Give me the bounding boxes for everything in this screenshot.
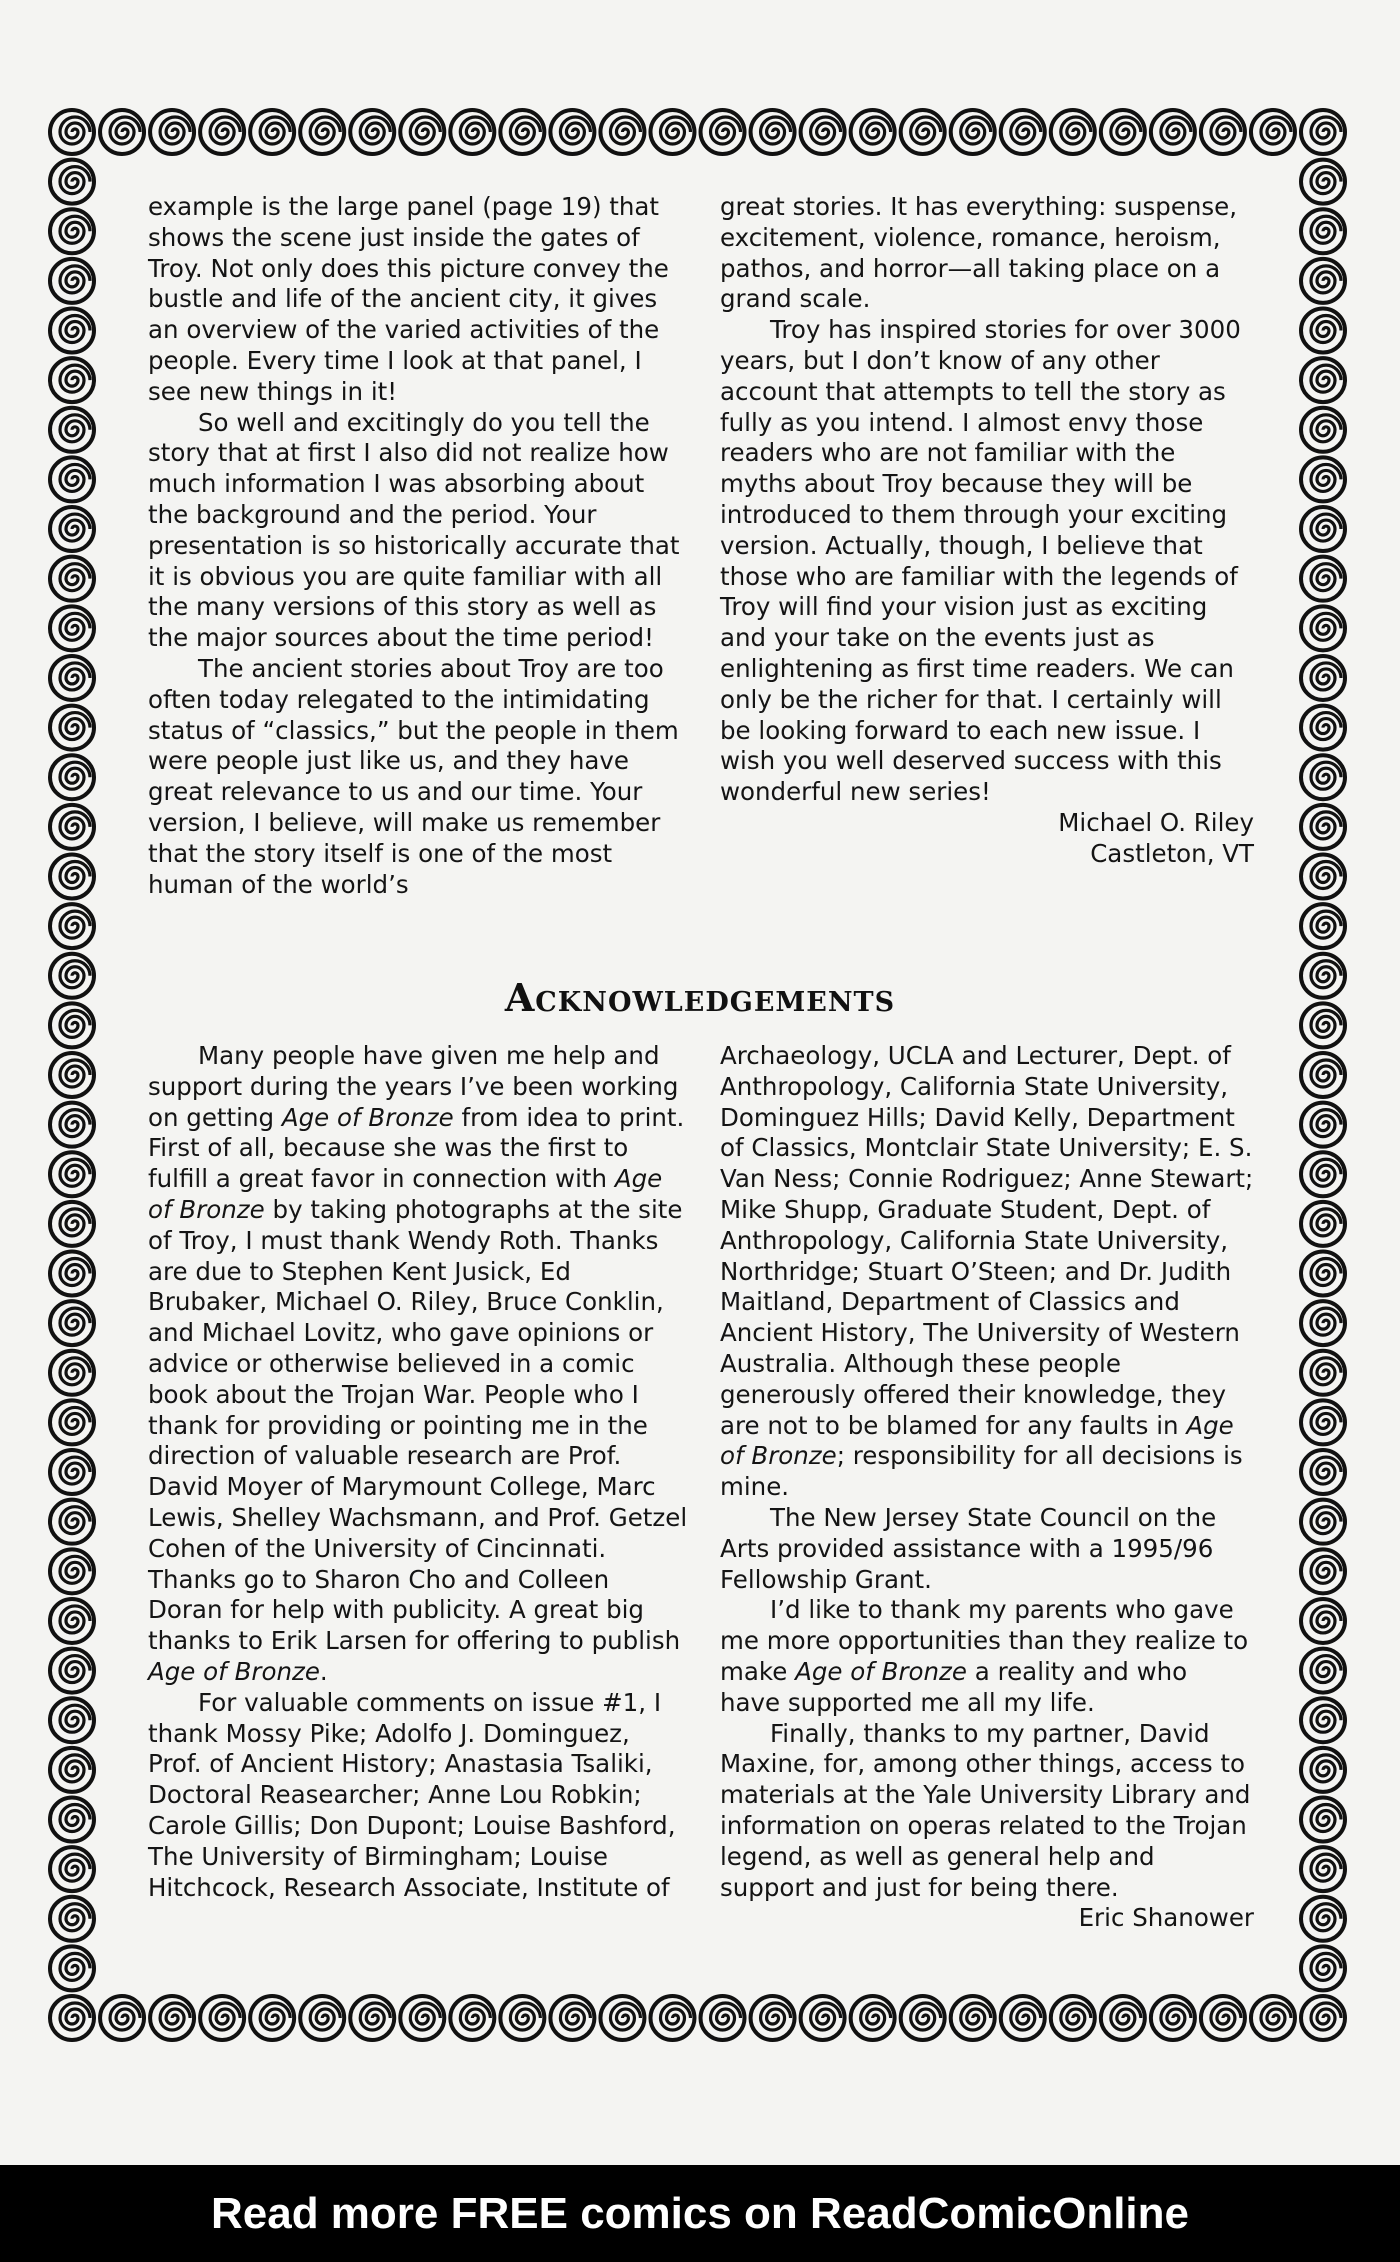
- spiral-ornament: [50, 557, 94, 601]
- spiral-ornament: [1301, 1103, 1345, 1147]
- spiral-ornament: [450, 110, 494, 154]
- spiral-ornament: [751, 1996, 795, 2040]
- spiral-ornament: [1301, 1797, 1345, 1841]
- ack-signature: Eric Shanower: [1078, 1903, 1254, 1933]
- spiral-ornament: [50, 954, 94, 998]
- spiral-ornament: [50, 1301, 94, 1345]
- spiral-ornament: [50, 259, 94, 303]
- spiral-ornament: [300, 110, 344, 154]
- acknowledgements-column-left: [148, 1041, 688, 1903]
- ack-paragraph: For valuable comments on issue #1, I thank Mossy Pike; Adolfo J. Dominguez, Prof. of Ancient History; Anastasia Tsaliki, Doctoral Reasearcher; Anne Lou Robkin; Carole Gillis; Don Dupont; Louise Bashford, The University of Birmingham; Louise Hitchcock, Research Associate, Institute of: [148, 1687, 676, 1902]
- spiral-ornament: [1301, 1599, 1345, 1643]
- spiral-ornament: [550, 110, 594, 154]
- spiral-ornament: [50, 1996, 94, 2040]
- spiral-ornament: [1001, 1996, 1045, 2040]
- spiral-ornament: [701, 1996, 745, 2040]
- spiral-ornament: [50, 755, 94, 799]
- spiral-ornament: [1301, 706, 1345, 750]
- spiral-ornament: [1151, 1996, 1195, 2040]
- spiral-ornament: [1301, 904, 1345, 948]
- spiral-ornament: [600, 1996, 644, 2040]
- spiral-ornament: [851, 110, 895, 154]
- spiral-ornament: [1101, 1996, 1145, 2040]
- spiral-ornament: [50, 904, 94, 948]
- spiral-ornament: [1301, 1996, 1345, 2040]
- spiral-ornament: [200, 1996, 244, 2040]
- spiral-ornament: [1301, 1053, 1345, 1097]
- spiral-ornament: [50, 1003, 94, 1047]
- spiral-ornament: [1301, 358, 1345, 402]
- spiral-ornament: [50, 706, 94, 750]
- spiral-ornament: [951, 110, 995, 154]
- spiral-ornament: [1151, 110, 1195, 154]
- spiral-ornament: [1301, 656, 1345, 700]
- title-italic: Age of Bronze: [148, 1164, 663, 1224]
- spiral-ornament: [1301, 1847, 1345, 1891]
- spiral-ornament: [50, 507, 94, 551]
- spiral-ornament: [901, 110, 945, 154]
- spiral-ornament: [200, 110, 244, 154]
- spiral-ornament: [250, 110, 294, 154]
- spiral-ornament: [50, 1847, 94, 1891]
- spiral-ornament: [50, 1599, 94, 1643]
- letter-column-right: [720, 192, 1254, 870]
- spiral-ornament: [50, 805, 94, 849]
- spiral-ornament: [701, 110, 745, 154]
- spiral-ornament: [801, 110, 845, 154]
- spiral-ornament: [50, 1897, 94, 1941]
- spiral-ornament: [50, 408, 94, 452]
- spiral-ornament: [1051, 1996, 1095, 2040]
- acknowledgements-heading: Acknowledgements: [504, 975, 896, 1020]
- spiral-ornament: [50, 1450, 94, 1494]
- spiral-ornament: [650, 1996, 694, 2040]
- spiral-ornament: [150, 110, 194, 154]
- spiral-ornament: [50, 656, 94, 700]
- spiral-ornament: [951, 1996, 995, 2040]
- spiral-ornament: [500, 110, 544, 154]
- spiral-ornament: [50, 309, 94, 353]
- spiral-ornament: [400, 1996, 444, 2040]
- spiral-ornament: [50, 110, 94, 154]
- spiral-ornament: [50, 1797, 94, 1841]
- spiral-ornament: [100, 1996, 144, 2040]
- spiral-ornament: [1301, 557, 1345, 601]
- spiral-ornament: [1051, 110, 1095, 154]
- spiral-ornament: [50, 1698, 94, 1742]
- promo-banner: Read more FREE comics on ReadComicOnline: [0, 2165, 1400, 2262]
- letter-paragraph: great stories. It has everything: suspense, excitement, violence, romance, heroism, pathos, and horror—all taking place on a grand scale.: [720, 192, 1238, 314]
- title-italic: Age of Bronze: [795, 1656, 967, 1686]
- spiral-ornament: [1301, 110, 1345, 154]
- spiral-ornament: [851, 1996, 895, 2040]
- letter-paragraph: Troy has inspired stories for over 3000 years, but I don’t know of any other account that attempts to tell the story as fully as you intend. I almost envy those readers who are not familiar with the myths about Troy because they will be introduced to them through your exciting version. Actually, though, I believe that those who are familiar with the legends of Troy will find your vision just as exciting and your take on the events just as enlightening as first time readers. We can only be the richer for that. I certainly will be looking forward to each new issue. I wish you well deserved success with this wonderful new series!: [720, 315, 1241, 807]
- spiral-ornament: [50, 1103, 94, 1147]
- spiral-ornament: [50, 1400, 94, 1444]
- spiral-ornament: [751, 110, 795, 154]
- spiral-ornament: [1301, 408, 1345, 452]
- spiral-ornament: [450, 1996, 494, 2040]
- spiral-ornament: [1251, 110, 1295, 154]
- spiral-ornament: [1301, 854, 1345, 898]
- spiral-ornament: [1301, 457, 1345, 501]
- spiral-ornament: [50, 1500, 94, 1544]
- spiral-ornament: [350, 110, 394, 154]
- spiral-ornament: [1301, 954, 1345, 998]
- spiral-ornament: [50, 1053, 94, 1097]
- spiral-ornament: [1301, 259, 1345, 303]
- spiral-ornament: [1301, 1152, 1345, 1196]
- spiral-ornament: [50, 160, 94, 204]
- spiral-ornament: [50, 1946, 94, 1990]
- spiral-ornament: [1301, 1748, 1345, 1792]
- ack-paragraph: I’d like to thank my parents who gave me more opportunities than they realize to make Age of Bronze a reality and who have supported me all my life.: [720, 1595, 1249, 1717]
- ack-paragraph: The New Jersey State Council on the Arts provided assistance with a 1995/96 Fellowship Grant.: [720, 1502, 1217, 1594]
- spiral-ornament: [600, 110, 644, 154]
- letter-column-left: [148, 192, 688, 900]
- spiral-ornament: [1301, 1252, 1345, 1296]
- spiral-ornament: [801, 1996, 845, 2040]
- spiral-ornament: [50, 1152, 94, 1196]
- spiral-ornament: [1201, 110, 1245, 154]
- spiral-ornament: [1301, 209, 1345, 253]
- spiral-ornament: [50, 358, 94, 402]
- spiral-ornament: [1301, 1897, 1345, 1941]
- spiral-ornament: [500, 1996, 544, 2040]
- title-italic: Age of Bronze: [281, 1102, 454, 1132]
- spiral-ornament: [1301, 805, 1345, 849]
- letter-paragraph: The ancient stories about Troy are too often today relegated to the intimidating status of “classics,” but the people in them were people just like us, and they have great relevance to us and our time. Your version, I believe, will make us remember that the story itself is one of the most human of the world’s: [148, 653, 679, 899]
- ack-paragraph: Many people have given me help and support during the years I’ve been working on getting Age of Bronze from idea to print. First of all, because she was the first to fulfill a great favor in connection with Age of Bronze by taking photographs at the site of Troy, I must thank Wendy Roth. Thanks are due to Stephen Kent Jusick, Ed Brubaker, Michael O. Riley, Bruce Conklin, and Michael Lovitz, who gave opinions or advice or otherwise believed in a comic book about the Trojan War. People who I thank for providing or pointing me in the direction of valuable research are Prof. David Moyer of Marymount College, Marc Lewis, Shelley Wachsmann, and Prof. Getzel Cohen of the University of Cincinnati. Thanks go to Sharon Cho and Colleen Doran for help with publicity. A great big thanks to Erik Larsen for offering to publish Age of Bronze.: [148, 1041, 688, 1686]
- spiral-ornament: [1301, 1450, 1345, 1494]
- spiral-ornament: [50, 854, 94, 898]
- spiral-ornament: [300, 1996, 344, 2040]
- spiral-ornament: [1301, 1351, 1345, 1395]
- spiral-ornament: [1301, 1400, 1345, 1444]
- spiral-ornament: [1301, 1202, 1345, 1246]
- title-italic: Age of Bronze: [720, 1410, 1234, 1471]
- spiral-ornament: [50, 1351, 94, 1395]
- letter-signature-name: Michael O. Riley: [1058, 807, 1254, 837]
- spiral-ornament: [1251, 1996, 1295, 2040]
- spiral-ornament: [150, 1996, 194, 2040]
- letter-paragraph: example is the large panel (page 19) that shows the scene just inside the gates of Troy. Not only does this picture convey the bustle and life of the ancient city, it gives an overview of the varied activities of the people. Every time I look at that panel, I see new things in it!: [148, 192, 669, 406]
- spiral-ornament: [1201, 1996, 1245, 2040]
- spiral-ornament: [1101, 110, 1145, 154]
- spiral-ornament: [1301, 1500, 1345, 1544]
- spiral-ornament: [1301, 309, 1345, 353]
- spiral-ornament: [50, 1549, 94, 1593]
- spiral-ornament: [1301, 1649, 1345, 1693]
- spiral-ornament: [350, 1996, 394, 2040]
- spiral-ornament: [50, 1202, 94, 1246]
- spiral-ornament: [1301, 1698, 1345, 1742]
- spiral-ornament: [50, 606, 94, 650]
- spiral-ornament: [1301, 755, 1345, 799]
- letter-signature-place: Castleton, VT: [1090, 838, 1254, 868]
- spiral-ornament: [650, 110, 694, 154]
- spiral-ornament: [1301, 1003, 1345, 1047]
- spiral-ornament: [1301, 507, 1345, 551]
- spiral-ornament: [400, 110, 444, 154]
- spiral-ornament: [1001, 110, 1045, 154]
- spiral-ornament: [100, 110, 144, 154]
- title-italic: Age of Bronze: [148, 1656, 320, 1686]
- spiral-ornament: [901, 1996, 945, 2040]
- ack-paragraph: Finally, thanks to my partner, David Maxine, for, among other things, access to materials at the Yale University Library and information on operas related to the Trojan legend, as well as general help and support and just for being there.: [720, 1718, 1251, 1902]
- spiral-ornament: [50, 1748, 94, 1792]
- ack-paragraph: Archaeology, UCLA and Lecturer, Dept. of Anthropology, California State University, Dominguez Hills; David Kelly, Department of Classics, Montclair State University; E. S. Van Ness; Connie Rodriguez; Anne Stewart; Mike Shupp, Graduate Student, Dept. of Anthropology, California State University, Northridge; Stuart O’Steen; and Dr. Judith Maitland, Department of Classics and Ancient History, The University of Western Australia. Although these people generously offered their knowledge, they are not to be blamed for any faults in Age of Bronze; responsibility for all decisions is mine.: [720, 1041, 1254, 1502]
- spiral-ornament: [50, 1649, 94, 1693]
- spiral-ornament: [1301, 606, 1345, 650]
- spiral-ornament: [1301, 1946, 1345, 1990]
- spiral-ornament: [1301, 1549, 1345, 1593]
- letter-paragraph: So well and excitingly do you tell the story that at first I also did not realize how much information I was absorbing about the background and the period. Your presentation is so historically accurate that it is obvious you are quite familiar with all the many versions of this story as well as the major sources about the time period!: [148, 407, 680, 653]
- spiral-ornament: [50, 209, 94, 253]
- spiral-ornament: [50, 457, 94, 501]
- spiral-ornament: [1301, 1301, 1345, 1345]
- spiral-ornament: [50, 1252, 94, 1296]
- spiral-ornament: [250, 1996, 294, 2040]
- acknowledgements-column-right: [720, 1041, 1254, 1934]
- spiral-ornament: [1301, 160, 1345, 204]
- spiral-ornament: [550, 1996, 594, 2040]
